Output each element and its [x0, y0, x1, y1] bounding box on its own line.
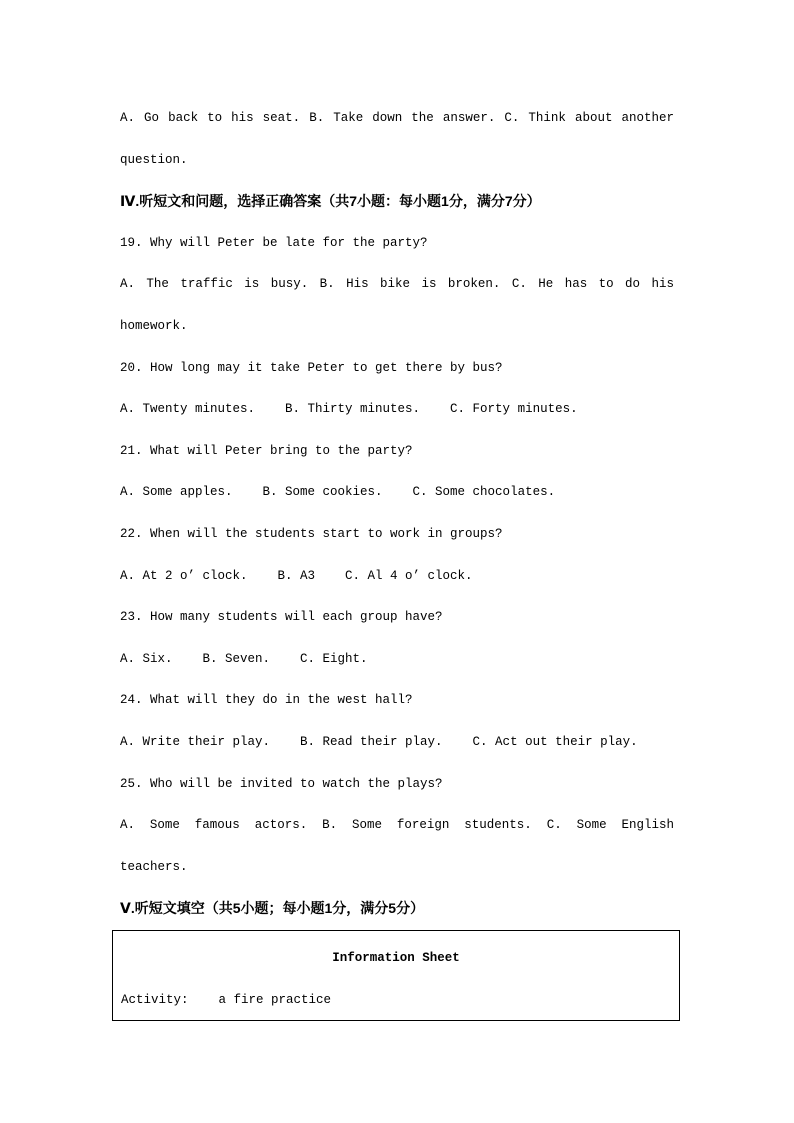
- section-heading-4: Ⅳ.听短文和问题，选择正确答案（共7小题：每小题1分，满分7分）: [120, 193, 541, 210]
- info-sheet-title: Information Sheet: [332, 951, 460, 965]
- question-line-24: 24. What will they do in the west hall?: [120, 693, 413, 708]
- options-line-25: A. Some famous actors. B. Some foreign students. C. Some English: [120, 818, 674, 833]
- information-sheet: [112, 930, 680, 1021]
- document-body: [120, 98, 674, 930]
- options-line: A. Go back to his seat. B. Take down the answer. C. Think about another: [120, 111, 674, 125]
- options-line-24: A. Write their play. B. Read their play. C. Act out their play.: [120, 734, 638, 749]
- info-sheet-activity-row: Activity: a fire practice: [121, 992, 332, 1007]
- question-line-20: 20. How long may it take Peter to get there by bus?: [120, 360, 503, 375]
- options-line-19: A. The traffic is busy. B. His bike is broken. C. He has to do his: [120, 277, 674, 292]
- question-line-22: 22. When will the students start to work in groups?: [120, 526, 503, 541]
- question-line-21: 21. What will Peter bring to the party?: [120, 443, 413, 458]
- options-line-23: A. Six. B. Seven. C. Eight.: [120, 651, 368, 666]
- options-line-22: A. At 2 o’ clock. B. A3 C. Al 4 o’ clock.: [120, 568, 473, 583]
- options-line-19-wrap: homework.: [120, 318, 188, 333]
- options-line-25-wrap: teachers.: [120, 859, 188, 874]
- options-line-wrap: question.: [120, 152, 188, 167]
- options-line-21: A. Some apples. B. Some cookies. C. Some chocolates.: [120, 485, 556, 500]
- question-line-25: 25. Who will be invited to watch the plays?: [120, 776, 443, 791]
- section-heading-5: Ⅴ.听短文填空（共5小题；每小题1分，满分5分）: [120, 900, 425, 917]
- options-line-20: A. Twenty minutes. B. Thirty minutes. C. Forty minutes.: [120, 402, 578, 417]
- question-line-23: 23. How many students will each group have?: [120, 610, 443, 625]
- question-line-19: 19. Why will Peter be late for the party?: [120, 235, 428, 250]
